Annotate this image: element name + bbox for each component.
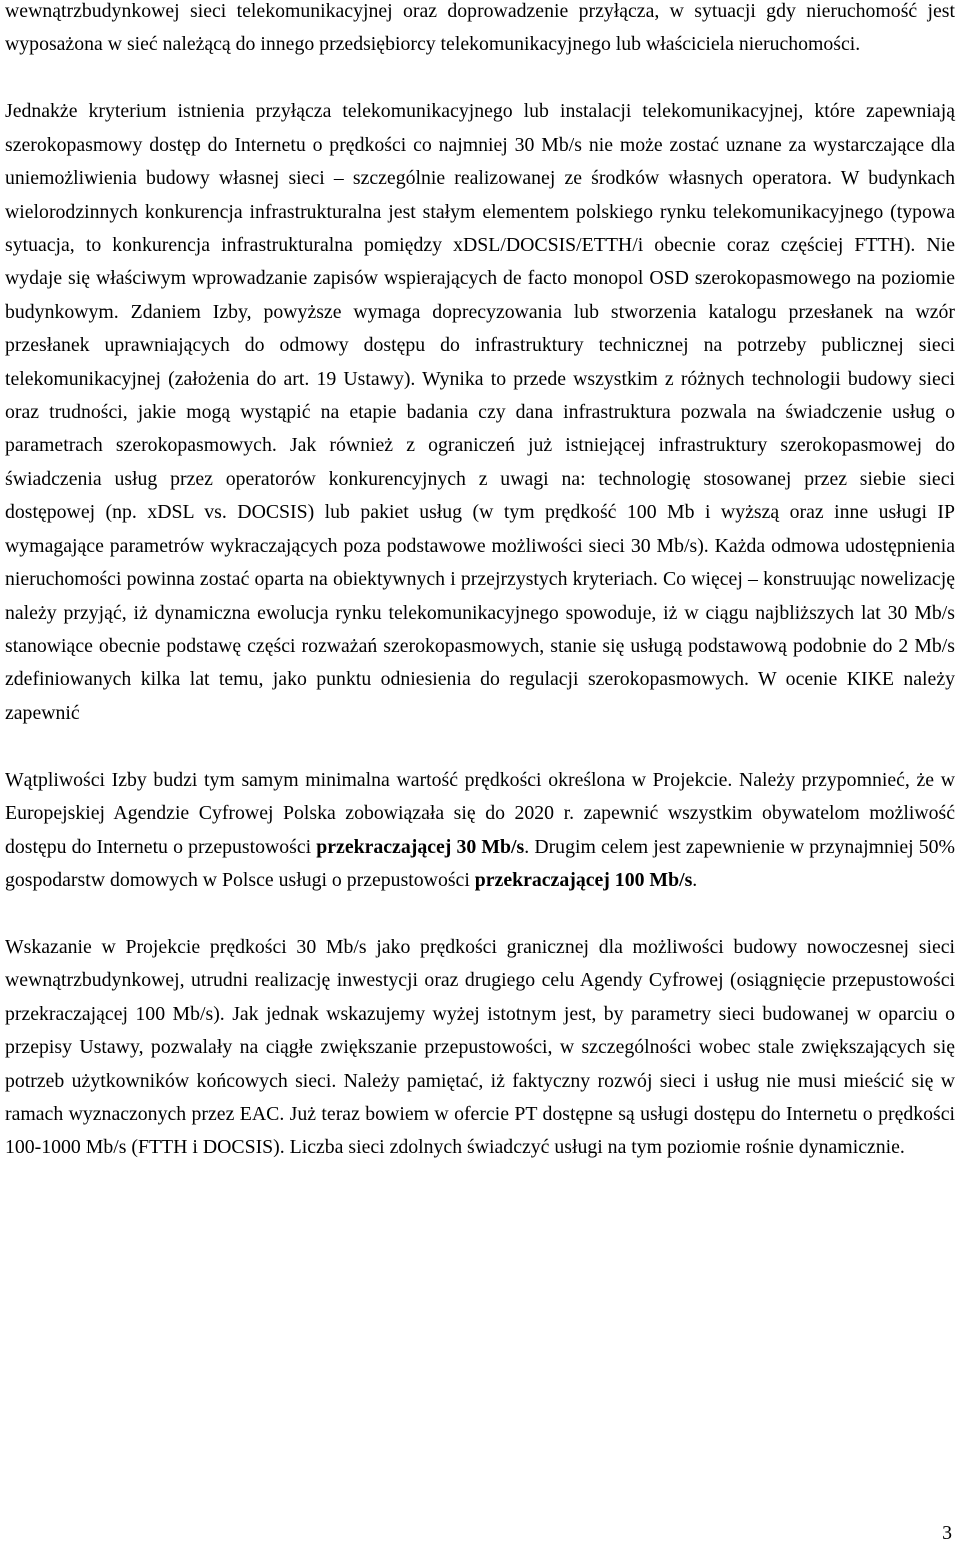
- paragraph-text-segment: .: [692, 868, 698, 891]
- paragraph-text-segment: . Drugim celem jest zapewnienie w przynajmniej 50% gospodarstw domowych w Polsce usługi o przepustowości: [5, 835, 955, 891]
- paragraph-continuation: wewnątrzbudynkowej sieci telekomunikacyjnej oraz doprowadzenie przyłącza, w sytuacji gdy nieruchomość jest wyposażona w sieć należącą do innego przedsiębiorcy telekomunikacyjnego lub właściciela nieruchomości.: [5, 0, 955, 56]
- document-page: [5, 0, 955, 1165]
- bold-phrase-100mbps: przekraczającej 100 Mb/s: [474, 868, 693, 891]
- page-number: 3: [942, 1522, 952, 1544]
- paragraph-project-threshold: Wskazanie w Projekcie prędkości 30 Mb/s jako prędkości granicznej dla możliwości budowy nowoczesnej sieci wewnątrzbudynkowej, utrudni realizację inwestycji oraz drugiego celu Agendy Cyfrowej (osiągnięcie przepustowości przekraczającej 100 Mb/s). Jak jednak wskazujemy wyżej istotnym jest, by parametry sieci budowanej w oparciu o przepisy Ustawy, pozwalały na ciągłe zwiększanie przepustowości, w szczególności wobec stale zwiększających się potrzeb użytkowników końcowych sieci. Należy pamiętać, iż faktyczny rozwój sieci i usług nie musi mieścić się w ramach wyznaczonych przez EAC. Już teraz bowiem w ofercie PT dostępne są usługi dostępu do Internetu o prędkości 100-1000 Mb/s (FTTH i DOCSIS). Liczba sieci zdolnych świadczyć usługi na tym poziomie rośnie dynamicznie.: [5, 935, 955, 1159]
- paragraph-broadband-criteria: Jednakże kryterium istnienia przyłącza telekomunikacyjnego lub instalacji telekomunikacyjnej, które zapewniają szerokopasmowy dostęp do Internetu o prędkości co najmniej 30 Mb/s nie może zostać uznane za wystarczające dla uniemożliwienia budowy własnej sieci – szczególnie realizowanej ze środków własnych operatora. W budynkach wielorodzinnych konkurencja infrastrukturalna jest stałym elementem polskiego rynku telekomunikacyjnego (typowa sytuacja, to konkurencja infrastrukturalna pomiędzy xDSL/DOCSIS/ETTH/i obecnie coraz częściej FTTH). Nie wydaje się właściwym wprowadzanie zapisów wspierających de facto monopol OSD szerokopasmowego na poziomie budynkowym. Zdaniem Izby, powyższe wymaga doprecyzowania lub stworzenia katalogu przesłanek na wzór przesłanek uprawniających do odmowy dostępu do infrastruktury technicznej na potrzeby publicznej sieci telekomunikacyjnej (założenia do art. 19 Ustawy). Wynika to przede wszystkim z różnych technologii budowy sieci oraz trudności, jakie mogą wystąpić na etapie badania czy dana infrastruktura pozwala na świadczenie usług o parametrach szerokopasmowych. Jak również z ograniczeń już istniejącej infrastruktury szerokopasmowej do świadczenia usług przez operatorów konkurencyjnych z uwagi na: technologię stosowanej przez siebie sieci dostępowej (np. xDSL vs. DOCSIS) lub pakiet usług (w tym prędkość 100 Mb i wyższą oraz inne usługi IP wymagające parametrów wykraczających poza podstawowe możliwości sieci 30 Mb/s). Każda odmowa udostępnienia nieruchomości powinna zostać oparta na obiektywnych i przejrzystych kryteriach. Co więcej – konstruując nowelizację należy przyjąć, iż dynamiczna ewolucja rynku telekomunikacyjnego spowoduje, iż w ciągu najbliższych lat 30 Mb/s stanowiące obecnie podstawę części rozważań szerokopasmowych, stanie się usługą podstawową podobnie do 2 Mb/s zdefiniowanych kilka lat temu, jako punktu odniesienia do regulacji szerokopasmowych. W ocenie KIKE należy zapewnić: [5, 100, 955, 724]
- paragraph-speed-doubts: [5, 764, 955, 898]
- bold-phrase-30mbps: przekraczającej 30 Mb/s: [316, 835, 525, 858]
- paragraph-text-segment: Wątpliwości Izby budzi tym samym minimalna wartość prędkości określona w Projekcie. Należy przypomnieć, że w Europejskiej Agendzie Cyfrowej Polska zobowiązała się do 2020 r. zapewnić wszystkim obywatelom możliwość dostępu do Internetu o przepustowości: [5, 768, 955, 858]
